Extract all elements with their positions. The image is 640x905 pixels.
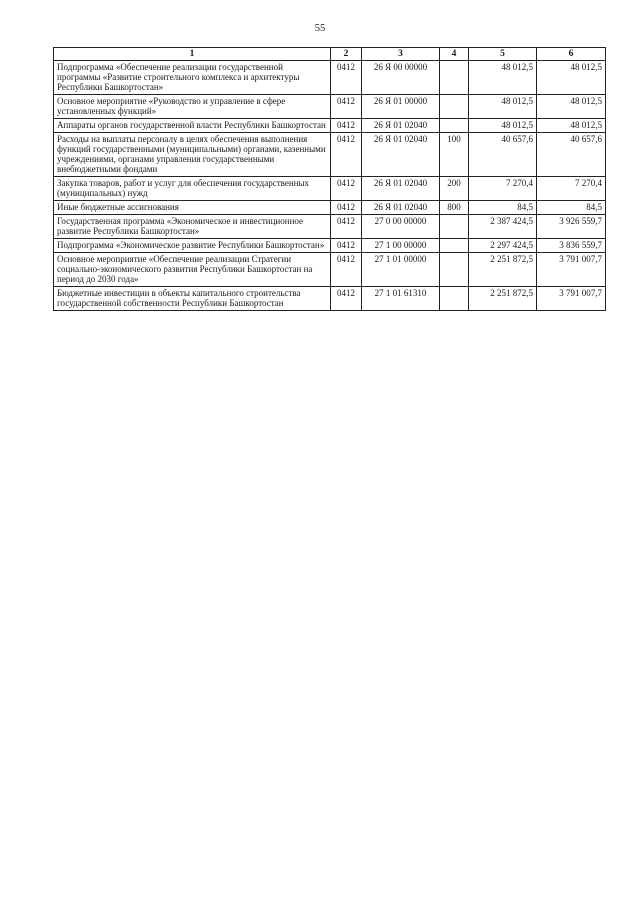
cell-name: Расходы на выплаты персоналу в целях обеспечения выполнения функций государственными (муниципальными) органами, казенными учреждениями, органами управления государственными внебюджетными фондами bbox=[54, 133, 331, 177]
table-row bbox=[54, 239, 606, 253]
cell-name: Подпрограмма «Экономическое развитие Республики Башкортостан» bbox=[54, 239, 331, 253]
cell-expense-type: 100 bbox=[440, 133, 469, 177]
cell-section: 0412 bbox=[331, 201, 362, 215]
cell-amount-2: 3 926 559,7 bbox=[537, 215, 606, 239]
header-col-4: 4 bbox=[440, 48, 469, 61]
table-row bbox=[54, 253, 606, 287]
table-row bbox=[54, 119, 606, 133]
cell-section: 0412 bbox=[331, 215, 362, 239]
cell-amount-1: 84,5 bbox=[469, 201, 537, 215]
cell-amount-2: 40 657,6 bbox=[537, 133, 606, 177]
cell-target: 26 Я 01 02040 bbox=[362, 201, 440, 215]
cell-section: 0412 bbox=[331, 133, 362, 177]
header-col-1: 1 bbox=[54, 48, 331, 61]
cell-amount-2: 84,5 bbox=[537, 201, 606, 215]
cell-target: 27 1 01 61310 bbox=[362, 287, 440, 311]
cell-section: 0412 bbox=[331, 119, 362, 133]
cell-expense-type: 200 bbox=[440, 177, 469, 201]
cell-section: 0412 bbox=[331, 287, 362, 311]
cell-expense-type bbox=[440, 239, 469, 253]
cell-section: 0412 bbox=[331, 95, 362, 119]
cell-name: Основное мероприятие «Руководство и управление в сфере установленных функций» bbox=[54, 95, 331, 119]
cell-amount-2: 3 791 007,7 bbox=[537, 253, 606, 287]
table-row bbox=[54, 95, 606, 119]
cell-amount-1: 7 270,4 bbox=[469, 177, 537, 201]
cell-amount-1: 2 387 424,5 bbox=[469, 215, 537, 239]
cell-target: 26 Я 01 00000 bbox=[362, 95, 440, 119]
cell-section: 0412 bbox=[331, 177, 362, 201]
cell-target: 27 1 00 00000 bbox=[362, 239, 440, 253]
table-row bbox=[54, 215, 606, 239]
cell-name: Иные бюджетные ассигнования bbox=[54, 201, 331, 215]
table-body bbox=[54, 61, 606, 311]
cell-name: Аппараты органов государственной власти Республики Башкортостан bbox=[54, 119, 331, 133]
table-row bbox=[54, 201, 606, 215]
header-col-3: 3 bbox=[362, 48, 440, 61]
cell-expense-type bbox=[440, 95, 469, 119]
cell-amount-2: 48 012,5 bbox=[537, 95, 606, 119]
cell-section: 0412 bbox=[331, 253, 362, 287]
cell-amount-2: 48 012,5 bbox=[537, 119, 606, 133]
cell-amount-1: 48 012,5 bbox=[469, 95, 537, 119]
cell-amount-2: 48 012,5 bbox=[537, 61, 606, 95]
cell-name: Основное мероприятие «Обеспечение реализации Стратегии социально-экономического развития Республики Башкортостан на период до 2030 года» bbox=[54, 253, 331, 287]
cell-target: 27 1 01 00000 bbox=[362, 253, 440, 287]
cell-expense-type bbox=[440, 287, 469, 311]
cell-expense-type bbox=[440, 119, 469, 133]
budget-table bbox=[53, 47, 606, 311]
cell-name: Подпрограмма «Обеспечение реализации государственной программы «Развитие строительного комплекса и архитектуры Республики Башкортостан» bbox=[54, 61, 331, 95]
cell-name: Бюджетные инвестиции в объекты капитального строительства государственной собственности Республики Башкортостан bbox=[54, 287, 331, 311]
header-col-2: 2 bbox=[331, 48, 362, 61]
cell-expense-type: 800 bbox=[440, 201, 469, 215]
table-header-row bbox=[54, 48, 606, 61]
cell-target: 27 0 00 00000 bbox=[362, 215, 440, 239]
cell-expense-type bbox=[440, 61, 469, 95]
table-row bbox=[54, 133, 606, 177]
cell-target: 26 Я 01 02040 bbox=[362, 133, 440, 177]
header-col-5: 5 bbox=[469, 48, 537, 61]
cell-amount-1: 2 251 872,5 bbox=[469, 253, 537, 287]
cell-name: Государственная программа «Экономическое и инвестиционное развитие Республики Башкортостан» bbox=[54, 215, 331, 239]
cell-target: 26 Я 01 02040 bbox=[362, 119, 440, 133]
cell-amount-1: 40 657,6 bbox=[469, 133, 537, 177]
cell-name: Закупка товаров, работ и услуг для обеспечения государственных (муниципальных) нужд bbox=[54, 177, 331, 201]
table-row bbox=[54, 287, 606, 311]
cell-amount-2: 3 836 559,7 bbox=[537, 239, 606, 253]
cell-amount-1: 2 251 872,5 bbox=[469, 287, 537, 311]
cell-section: 0412 bbox=[331, 239, 362, 253]
table-row bbox=[54, 177, 606, 201]
page-number: 55 bbox=[314, 23, 326, 34]
cell-expense-type bbox=[440, 215, 469, 239]
cell-amount-1: 48 012,5 bbox=[469, 61, 537, 95]
cell-amount-2: 3 791 007,7 bbox=[537, 287, 606, 311]
cell-amount-1: 2 297 424,5 bbox=[469, 239, 537, 253]
cell-amount-1: 48 012,5 bbox=[469, 119, 537, 133]
table-row bbox=[54, 61, 606, 95]
cell-section: 0412 bbox=[331, 61, 362, 95]
cell-expense-type bbox=[440, 253, 469, 287]
cell-target: 26 Я 01 02040 bbox=[362, 177, 440, 201]
cell-amount-2: 7 270,4 bbox=[537, 177, 606, 201]
header-col-6: 6 bbox=[537, 48, 606, 61]
cell-target: 26 Я 00 00000 bbox=[362, 61, 440, 95]
